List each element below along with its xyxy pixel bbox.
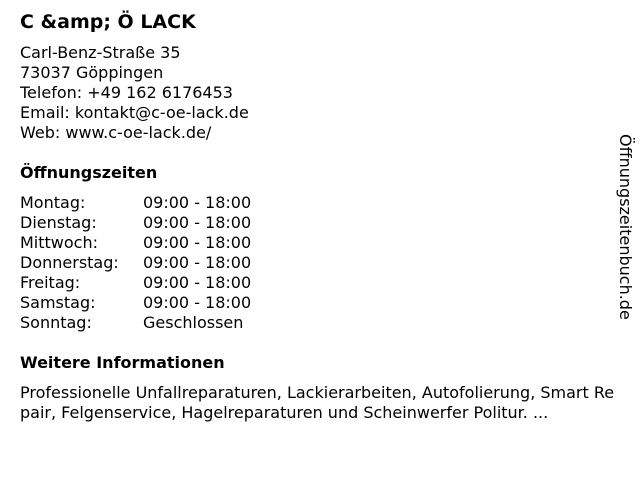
day-label: Samstag: — [20, 293, 96, 312]
hours-row-friday — [20, 273, 620, 293]
time-value: 09:00 - 18:00 — [143, 193, 252, 212]
further-info-text: Professionelle Unfallreparaturen, Lackierarbeiten, Autofolierung, Smart Repair, Felgenservice, Hagelreparaturen und Scheinwerfer Politur. ... — [20, 383, 615, 422]
further-info-heading: Weitere Informationen — [20, 353, 225, 372]
contact-block — [20, 43, 620, 143]
day-label: Mittwoch: — [20, 233, 98, 252]
email-address: Email: kontakt@c-oe-lack.de — [20, 103, 249, 122]
time-value: 09:00 - 18:00 — [143, 213, 252, 232]
hours-row-tuesday — [20, 213, 620, 233]
opening-hours-heading: Öffnungszeiten — [20, 163, 158, 182]
day-label: Sonntag: — [20, 313, 92, 332]
day-label: Donnerstag: — [20, 253, 119, 272]
business-card — [20, 10, 620, 423]
business-name: C &amp; Ö LACK — [20, 11, 196, 33]
day-label: Dienstag: — [20, 213, 97, 232]
time-value: 09:00 - 18:00 — [143, 253, 252, 272]
hours-row-sunday — [20, 313, 620, 333]
phone-number: Telefon: +49 162 6176453 — [20, 83, 233, 102]
hours-row-wednesday — [20, 233, 620, 253]
time-value: 09:00 - 18:00 — [143, 233, 252, 252]
city-postcode: 73037 Göppingen — [20, 63, 164, 82]
street-address: Carl-Benz-Straße 35 — [20, 43, 181, 62]
time-value: 09:00 - 18:00 — [143, 293, 252, 312]
site-watermark: Öffnungszeitenbuch.de — [616, 134, 635, 320]
day-label: Montag: — [20, 193, 86, 212]
opening-hours-table — [20, 193, 620, 333]
time-value: 09:00 - 18:00 — [143, 273, 252, 292]
website-url: Web: www.c-oe-lack.de/ — [20, 123, 212, 142]
hours-row-saturday — [20, 293, 620, 313]
hours-row-thursday — [20, 253, 620, 273]
day-label: Freitag: — [20, 273, 81, 292]
hours-row-monday — [20, 193, 620, 213]
time-value: Geschlossen — [143, 313, 244, 332]
